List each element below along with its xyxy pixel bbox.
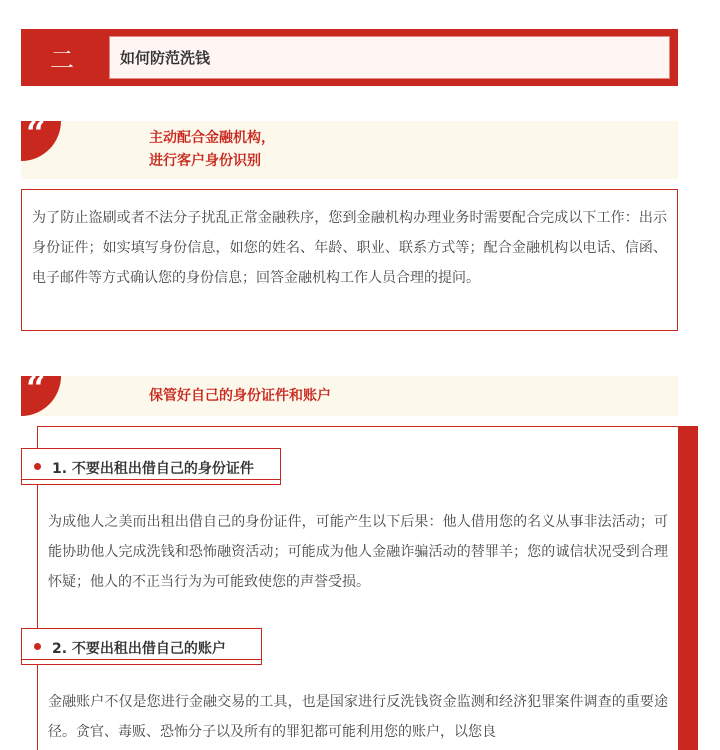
section-title: 如何防范洗钱 [109,36,670,79]
identification-text-box: 为了防止盗刷或者不法分子扰乱正常金融秩序，您到金融机构办理业务时需要配合完成以下工作：出示身份证件；如实填写身份信息，如您的姓名、年龄、职业、联系方式等；配合金融机构以电话、信函、电子邮件等方式确认您的身份信息；回答金融机构工作人员合理的提问。 [21,189,678,331]
banner-line-1: 主动配合金融机构， [149,130,275,146]
banner-identification [21,121,678,179]
item-1-title: 1. 不要出租出借自己的身份证件 [52,461,254,477]
banner-line-2: 进行客户身份识别 [149,153,261,169]
quote-icon: “ [21,121,61,161]
frame-top-border [37,426,678,427]
quote-icon: “ [21,376,61,416]
item-2-body: 金融账户不仅是您进行金融交易的工具，也是国家进行反洗钱资金监测和经济犯罪案件调查的重要途径。贪官、毒贩、恐怖分子以及所有的罪犯都可能利用您的账户，以您良 [48,694,668,740]
item-1-title-box [21,448,281,485]
bullet-dot-icon [34,643,41,650]
banner-text [149,127,275,173]
section-header [21,29,678,86]
item-2-title: 2. 不要出租出借自己的账户 [52,641,226,657]
banner-keep-documents [21,376,678,416]
frame-right-bar [678,426,698,750]
section-title-frame [105,33,674,82]
title-underline [22,659,261,660]
bullet-dot-icon [34,463,41,470]
section-number: 二 [50,46,76,74]
banner-line-1: 保管好自己的身份证件和账户 [149,388,331,404]
item-1-body: 为成他人之美而出租出借自己的身份证件，可能产生以下后果：他人借用您的名义从事非法活动；可能协助他人完成洗钱和恐怖融资活动；可能成为他人金融诈骗活动的替罪羊；您的诚信状况受到合理怀疑；他人的不正当行为为可能致使您的声誉受损。 [48,514,668,590]
title-underline [22,479,280,480]
item-2-title-box [21,628,262,665]
